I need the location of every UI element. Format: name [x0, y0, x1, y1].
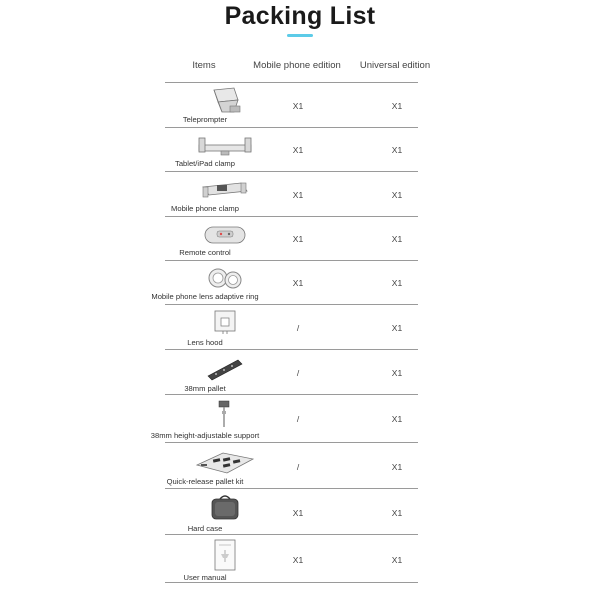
tablet-clamp-icon: [185, 134, 265, 158]
lens-ring-icon: [185, 265, 265, 291]
table-row: [165, 535, 418, 583]
item-name: User manual: [183, 573, 227, 582]
item-name: Lens hood: [187, 338, 223, 347]
table-row: [165, 128, 418, 172]
mobile-edition-qty: /: [296, 414, 300, 424]
table-row: [165, 217, 418, 261]
universal-edition-qty: X1: [391, 508, 403, 518]
row-divider: [165, 582, 418, 583]
teleprompter-icon: [185, 86, 265, 114]
table-row: [151, 261, 418, 305]
mobile-edition-qty: /: [296, 462, 300, 472]
mobile-edition-qty: /: [296, 323, 300, 333]
page-title: Packing List: [224, 2, 376, 30]
lens-hood-icon: [185, 309, 265, 335]
item-name: Mobile phone lens adaptive ring: [151, 292, 259, 301]
universal-edition-qty: X1: [391, 101, 403, 111]
universal-edition-qty: X1: [391, 414, 403, 424]
mobile-edition-qty: X1: [292, 190, 304, 200]
item-name: Hard case: [187, 524, 223, 533]
item-name: 38mm pallet: [184, 384, 226, 393]
universal-edition-qty: X1: [391, 234, 403, 244]
universal-edition-qty: X1: [391, 145, 403, 155]
table-row: [165, 305, 418, 350]
item-name: Quick-release pallet kit: [166, 477, 244, 486]
hard-case-icon: [185, 491, 265, 523]
mobile-edition-qty: X1: [292, 278, 304, 288]
table-row: [165, 489, 418, 535]
pallet-icon: [185, 356, 265, 382]
mobile-edition-qty: /: [296, 368, 300, 378]
item-name: Remote control: [179, 248, 231, 257]
mobile-edition-qty: X1: [292, 234, 304, 244]
mobile-edition-qty: X1: [292, 101, 304, 111]
user-manual-icon: [185, 538, 265, 572]
universal-edition-qty: X1: [391, 462, 403, 472]
mobile-edition-qty: X1: [292, 508, 304, 518]
header-universal-edition: Universal edition: [359, 60, 431, 71]
remote-control-icon: [185, 223, 265, 247]
mobile-edition-qty: X1: [292, 145, 304, 155]
mobile-edition-qty: X1: [292, 555, 304, 565]
table-row: [165, 350, 418, 395]
table-row: [150, 395, 418, 443]
item-name: Tablet/iPad clamp: [175, 159, 235, 168]
header-items: Items: [192, 60, 216, 71]
table-row: [165, 172, 418, 217]
phone-clamp-icon: [185, 178, 265, 202]
header-mobile-edition: Mobile phone edition: [253, 60, 341, 71]
item-name: Teleprompter: [182, 115, 228, 124]
support-icon: [185, 397, 265, 429]
pallet-kit-icon: [185, 447, 265, 475]
table-row: [165, 82, 418, 128]
universal-edition-qty: X1: [391, 278, 403, 288]
title-accent-bar: [287, 34, 313, 37]
row-divider: [165, 82, 418, 83]
universal-edition-qty: X1: [391, 323, 403, 333]
universal-edition-qty: X1: [391, 190, 403, 200]
universal-edition-qty: X1: [391, 368, 403, 378]
universal-edition-qty: X1: [391, 555, 403, 565]
table-row: [165, 443, 418, 489]
item-name: 38mm height-adjustable support: [150, 431, 260, 440]
item-name: Mobile phone clamp: [171, 204, 239, 213]
